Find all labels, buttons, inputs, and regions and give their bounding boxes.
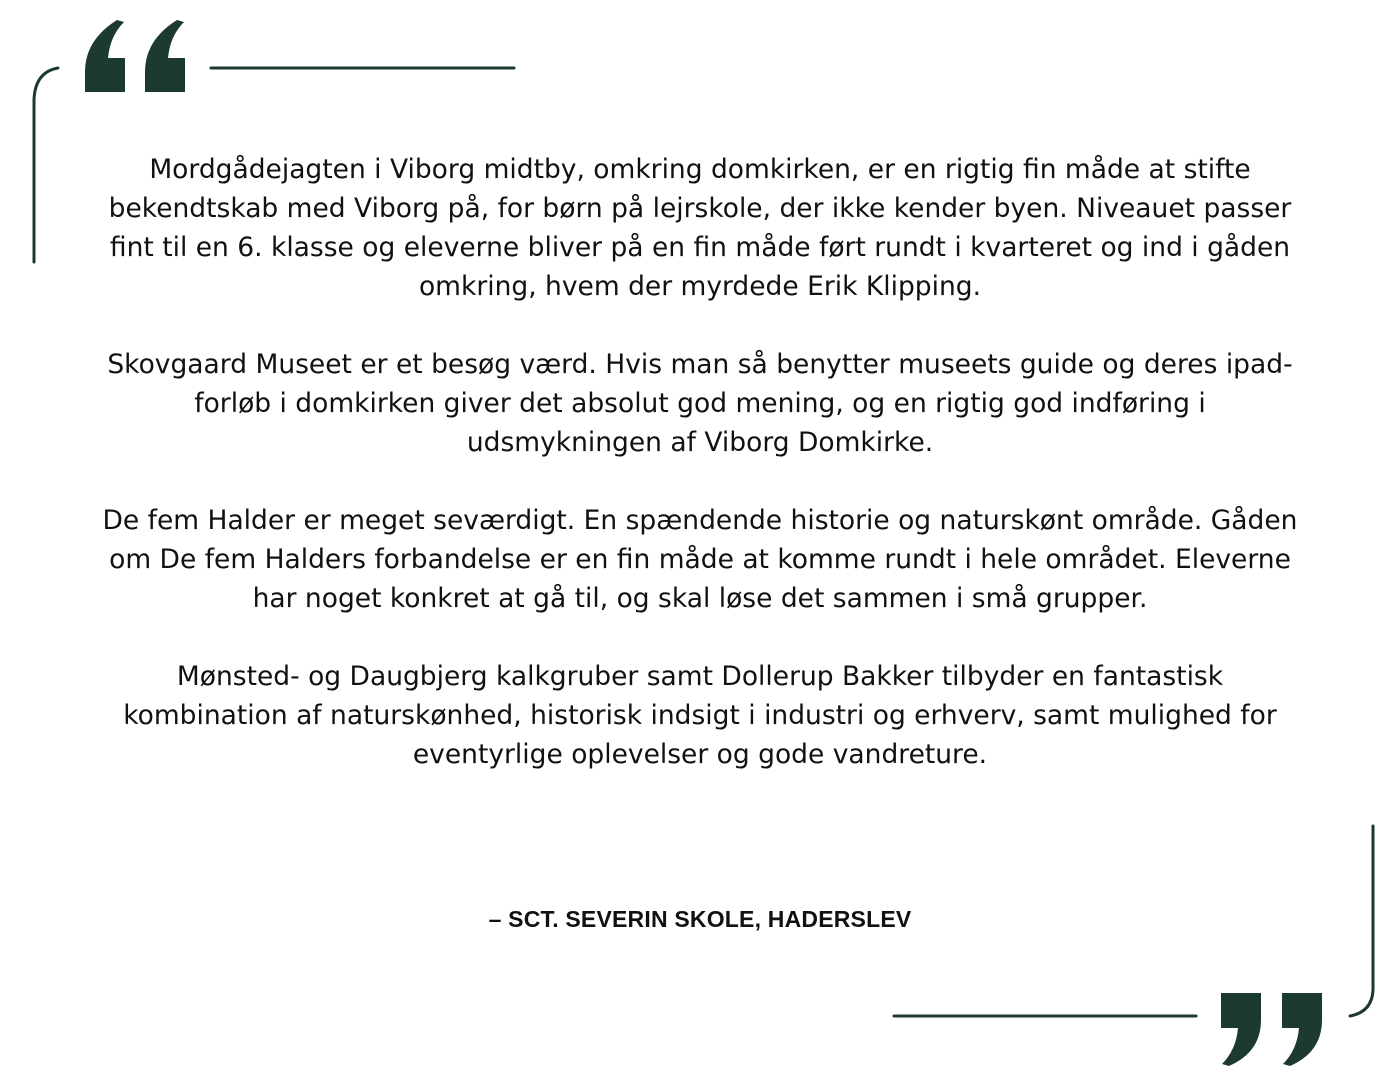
right-double-quote-icon <box>1221 993 1322 1066</box>
testimonial-attribution: – SCT. SEVERIN SKOLE, HADERSLEV <box>488 906 912 932</box>
testimonial-text <box>95 150 1305 813</box>
testimonial-paragraph: De fem Halder er meget seværdigt. En spændende historie og naturskønt område. Gåden om De fem Halders forbandelse er en fin måde at komme rundt i hele området. Eleverne har noget konkret at gå til, og skal løse det sammen i små grupper. <box>102 505 1298 614</box>
testimonial-paragraph: Mordgådejagten i Viborg midtby, omkring domkirken, er en rigtig fin måde at stifte bekendtskab med Viborg på, for børn på lejrskole, der ikke kender byen. Niveauet passer fint til en 6. klasse og eleverne bliver på en fin måde ført rundt i kvarteret og ind i gåden omkring, hvem der myrdede Erik Klipping. <box>108 154 1292 302</box>
testimonial-paragraph: Skovgaard Museet er et besøg værd. Hvis man så benytter museets guide og deres ipad-forløb i domkirken giver det absolut god mening, og en rigtig god indføring i udsmykningen af Viborg Domkirke. <box>107 349 1293 458</box>
left-double-quote-icon <box>85 20 185 92</box>
testimonial-paragraph: Mønsted- og Daugbjerg kalkgruber samt Dollerup Bakker tilbyder en fantastisk kombination af naturskønhed, historisk indsigt i industri og erhverv, samt mulighed for eventyrlige oplevelser og gode vandreture. <box>123 661 1277 770</box>
frame-line-top-left <box>34 68 58 262</box>
